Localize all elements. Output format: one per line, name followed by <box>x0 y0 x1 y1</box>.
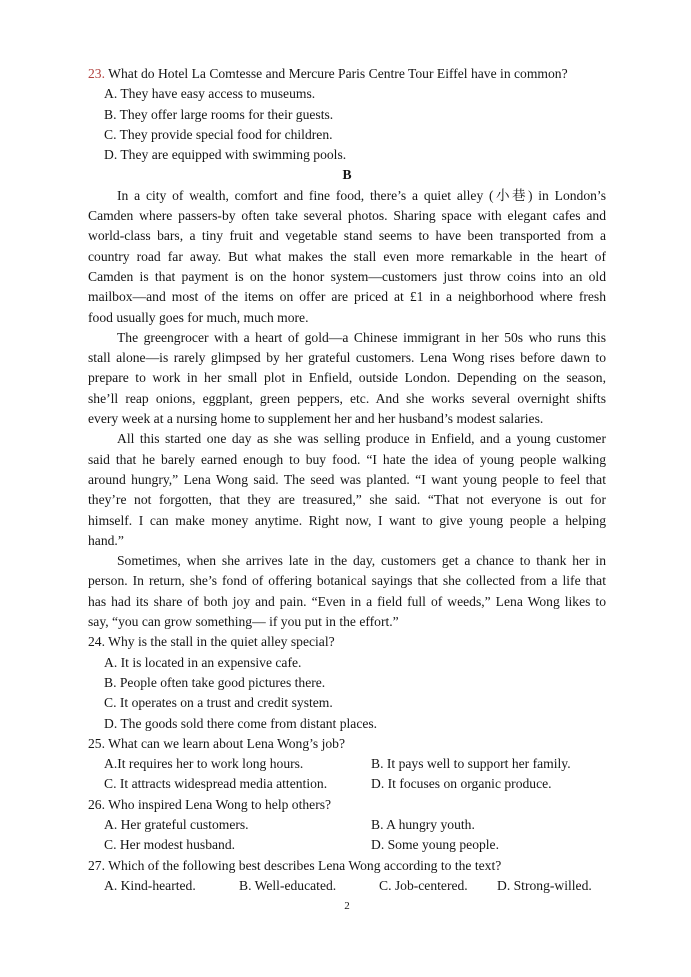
passage-line: said that he barely earned enough to buy food. “I hate the idea of young people walking <box>88 451 606 467</box>
option-c: C. They provide special food for children. <box>104 126 333 142</box>
passage-line: every week at a nursing home to supplement her and her husband’s modest salaries. <box>88 411 544 427</box>
question-27-stem: 27. Which of the following best describes Lena Wong according to the text? <box>88 857 502 873</box>
question-24-stem: 24. Why is the stall in the quiet alley special? <box>88 634 335 650</box>
option-b: B. A hungry youth. <box>371 816 475 832</box>
option-d: D. The goods sold there come from distant places. <box>104 715 378 731</box>
option-b: B. People often take good pictures there. <box>104 674 326 690</box>
passage-line: In a city of wealth, comfort and fine food, there’s a quiet alley (小巷) in London’s <box>117 187 606 203</box>
option-b: B. Well-educated. <box>239 877 337 893</box>
page-number: 2 <box>344 900 350 913</box>
passage-line: hand.” <box>88 532 124 548</box>
option-row <box>88 876 606 896</box>
question-25-stem: 25. What can we learn about Lena Wong’s job? <box>88 735 345 751</box>
passage-line: Camden is that payment is on the honor system—customers just throw coins into an old <box>88 268 606 284</box>
option-a: A. They have easy access to museums. <box>104 86 316 102</box>
option-c: C. Job-centered. <box>379 877 468 893</box>
question-number: 23. <box>88 66 105 81</box>
passage-line: person. In return, she’s fond of offering botanical sayings that she collected from a life that <box>88 573 606 589</box>
passage-line: himself. I can make money anytime. Right now, I want to give young people a helping <box>88 512 606 528</box>
option-b: B. It pays well to support her family. <box>371 756 571 772</box>
passage-line: they’re not forgotten, that they are treasured,” she said. “That not everyone is out for <box>88 492 606 508</box>
passage-line: world-class bars, a tiny fruit and vegetable stand seems to have been transported from a <box>88 228 606 244</box>
passage-line: country road far away. But what makes the stall even more remarkable in the heart of <box>88 248 606 264</box>
option-row <box>88 835 606 855</box>
passage-line: The greengrocer with a heart of gold—a Chinese immigrant in her 50s who runs this <box>117 329 606 345</box>
exam-page <box>88 64 606 916</box>
passage-line: has had its share of both joy and pain. “Even in a field full of weeds,” Lena Wong likes to <box>88 593 606 609</box>
option-row <box>88 815 606 835</box>
option-d: D. Strong-willed. <box>497 877 592 893</box>
option-d: D. Some young people. <box>371 837 499 853</box>
passage-line: around hungry,” Lena Wong said. The seed was planted. “I want young people to feel that <box>88 471 606 487</box>
option-row <box>88 754 606 774</box>
passage-line: stall alone—is rarely glimpsed by her grateful customers. Lena Wong rises before dawn to <box>88 350 606 366</box>
option-d: D. It focuses on organic produce. <box>371 776 552 792</box>
passage-line: Sometimes, when she arrives late in the day, customers get a chance to thank her in <box>117 553 606 569</box>
option-a: A. Her grateful customers. <box>104 816 249 832</box>
option-b: B. They offer large rooms for their guests. <box>104 106 334 122</box>
passage-line: she’ll reap onions, eggplant, green peppers, etc. And she works several overnight shifts <box>88 390 606 406</box>
option-a: A. It is located in an expensive cafe. <box>104 654 302 670</box>
passage-line: food usually goes for much, much more. <box>88 309 309 325</box>
option-row <box>88 774 606 794</box>
passage-line: say, “you can grow something— if you put in the effort.” <box>88 614 399 630</box>
option-c: C. It operates on a trust and credit system. <box>104 695 333 711</box>
option-a: A.It requires her to work long hours. <box>104 756 304 772</box>
passage-line: prepare to work in her small plot in Enfield, outside London. Depending on the season, <box>88 370 606 386</box>
passage-line: mailbox—and most of the items on offer are priced at £1 in a neighborhood where fresh <box>88 289 606 305</box>
question-23-stem: 23. What do Hotel La Comtesse and Mercure Paris Centre Tour Eiffel have in common? <box>88 66 568 81</box>
option-c: C. Her modest husband. <box>104 837 236 853</box>
section-heading: B <box>342 167 352 183</box>
question-26-stem: 26. Who inspired Lena Wong to help others? <box>88 796 332 812</box>
option-c: C. It attracts widespread media attention. <box>104 776 328 792</box>
passage-line: All this started one day as she was selling produce in Enfield, and a young customer <box>117 431 606 447</box>
passage-line: Camden where passers-by often take several photos. Sharing space with elegant cafes and <box>88 208 606 224</box>
passage <box>88 186 606 633</box>
option-a: A. Kind-hearted. <box>104 877 196 893</box>
option-d: D. They are equipped with swimming pools. <box>104 147 347 163</box>
